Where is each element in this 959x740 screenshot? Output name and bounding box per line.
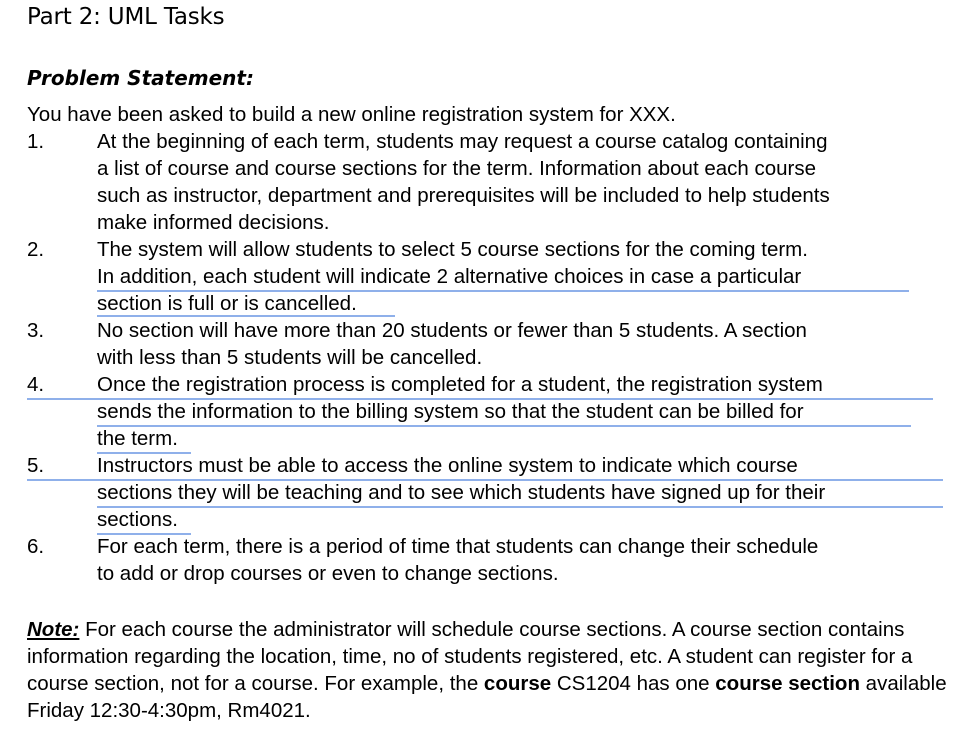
item-3-line-1: No section will have more than 20 students or fewer than 5 students. A section [97, 319, 807, 342]
item-1-line-1: At the beginning of each term, students may request a course catalog containing [97, 130, 828, 153]
item-4-line-1: Once the registration process is completed for a student, the registration system [97, 373, 823, 396]
item-6-line-2: to add or drop courses or even to change sections. [97, 562, 559, 585]
item-1-line-3: such as instructor, department and prerequisites will be included to help students [97, 184, 830, 207]
item-2-line-3: section is full or is cancelled. [97, 292, 357, 315]
item-2-line-1: The system will allow students to select 5 course sections for the coming term. [97, 238, 808, 261]
item-number-3: 3. [27, 319, 45, 342]
item-5-line-2: sections they will be teaching and to see which students have signed up for their [97, 481, 826, 504]
list-item-1 [97, 128, 945, 236]
note-bold-course-section: course section [715, 672, 860, 695]
item-number-5: 5. [27, 454, 45, 477]
page-title: Part 2: UML Tasks [27, 4, 225, 30]
grammar-mark [97, 290, 909, 292]
note-text-2: CS1204 has one [551, 672, 716, 695]
item-5-line-1: Instructors must be able to access the online system to indicate which course [97, 454, 798, 477]
grammar-mark [97, 533, 191, 535]
grammar-mark [97, 506, 943, 508]
item-3-line-2: with less than 5 students will be cancelled. [97, 346, 483, 369]
item-number-6: 6. [27, 535, 45, 558]
item-1-line-2: a list of course and course sections for the term. Information about each course [97, 157, 817, 180]
item-4-line-3: the term. [97, 427, 178, 450]
note-text-1: For each course the administrator will schedule course sections. A course section contains information regarding the location, time, no of students registered, etc. A student can register for a course section, not for a course. For example, the [27, 618, 913, 695]
item-2-line-2: In addition, each student will indicate 2 alternative choices in case a particular [97, 265, 802, 288]
list-item-3 [97, 317, 945, 371]
grammar-mark [27, 479, 943, 481]
item-4-line-2: sends the information to the billing system so that the student can be billed for [97, 400, 804, 423]
list-item-2 [97, 236, 945, 317]
grammar-mark [97, 452, 191, 454]
list-item-6 [97, 533, 945, 587]
note-label: Note: [27, 618, 80, 641]
note-text-3: available Friday 12:30-4:30pm, Rm4021. [27, 672, 947, 722]
grammar-mark [97, 425, 911, 427]
note-paragraph [27, 616, 947, 724]
item-1-line-4: make informed decisions. [97, 211, 330, 234]
intro-text: You have been asked to build a new online registration system for XXX. [27, 103, 676, 126]
item-6-line-1: For each term, there is a period of time that students can change their schedule [97, 535, 819, 558]
item-number-4: 4. [27, 373, 45, 396]
list-item-5 [97, 452, 945, 533]
grammar-mark [27, 398, 933, 400]
list-item-4 [97, 371, 945, 452]
item-number-1: 1. [27, 130, 45, 153]
note-bold-course: course [483, 672, 552, 695]
problem-statement-heading: Problem Statement: [27, 66, 254, 90]
item-5-line-3: sections. [97, 508, 178, 531]
grammar-mark [97, 315, 395, 317]
item-number-2: 2. [27, 238, 45, 261]
